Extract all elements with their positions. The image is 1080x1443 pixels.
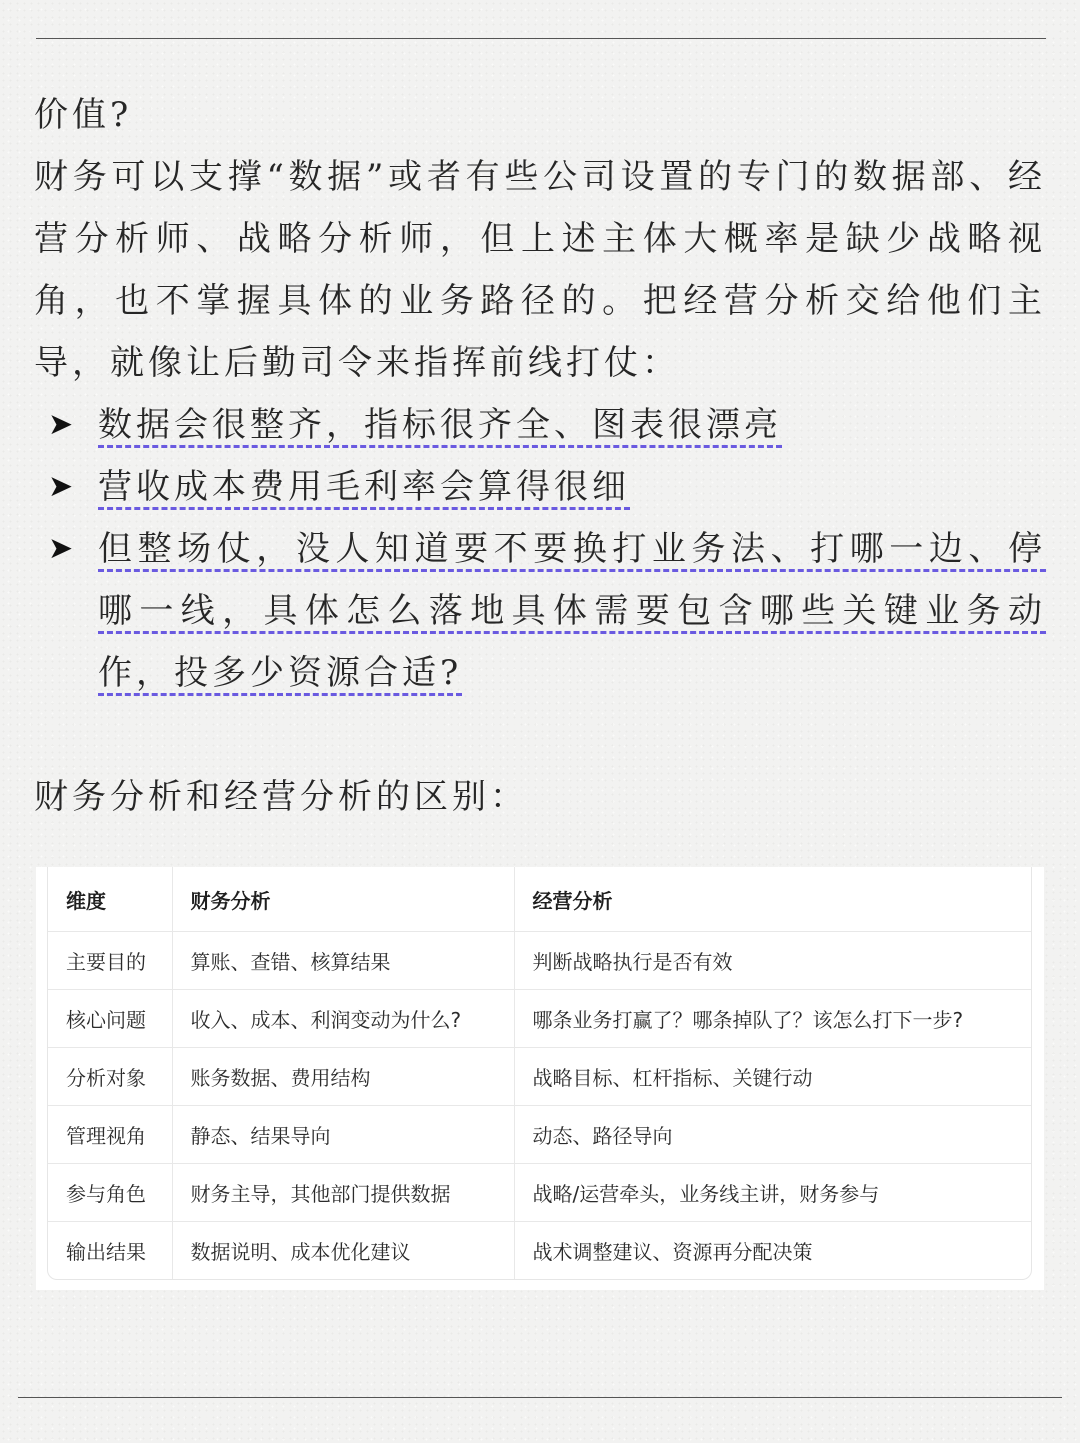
bullet-item	[34, 456, 1046, 518]
header-financial-analysis: 财务分析	[172, 867, 514, 932]
table-cell-financial: 数据说明、成本优化建议	[172, 1222, 514, 1280]
table-row	[48, 1222, 1031, 1280]
table-cell-financial: 收入、成本、利润变动为什么?	[172, 990, 514, 1048]
bullet-list	[34, 394, 1046, 704]
table-cell-financial: 账务数据、费用结构	[172, 1048, 514, 1106]
table-cell-business: 战略/运营牵头，业务线主讲，财务参与	[514, 1164, 1031, 1222]
intro-line-value: 价值?	[34, 95, 133, 135]
table-cell-business: 判断战略执行是否有效	[514, 932, 1031, 990]
table-cell-financial: 算账、查错、核算结果	[172, 932, 514, 990]
table-cell-dimension: 输出结果	[48, 1222, 172, 1280]
table-row	[48, 1106, 1031, 1164]
comparison-table-card	[36, 867, 1044, 1290]
table-row	[48, 932, 1031, 990]
bullet-text: 营收成本费用毛利率会算得很细	[98, 467, 630, 507]
table-cell-business: 战术调整建议、资源再分配决策	[532, 1240, 813, 1264]
intro-paragraph: 财务可以支撑“数据”或者有些公司设置的专门的数据部、经营分析师、战略分析师，但上述主体大概率是缺少战略视角，也不掌握具体的业务路径的。把经营分析交给他们主导，就像让后勤司令来指挥前线打仗：	[34, 157, 1046, 383]
table-cell-dimension: 分析对象	[48, 1048, 172, 1106]
comparison-table	[48, 867, 1031, 1279]
comparison-table-frame	[47, 867, 1032, 1280]
bullet-item	[34, 394, 1046, 456]
table-cell-business: 哪条业务打赢了？哪条掉队了？该怎么打下一步?	[514, 990, 1031, 1048]
article-body	[34, 84, 1046, 704]
bullet-item	[34, 518, 1046, 704]
top-divider	[36, 38, 1046, 39]
table-cell-financial: 静态、结果导向	[172, 1106, 514, 1164]
table-cell-dimension: 管理视角	[48, 1106, 172, 1164]
table-cell-financial: 财务主导，其他部门提供数据	[172, 1164, 514, 1222]
header-business-analysis: 经营分析	[514, 867, 1031, 932]
bottom-divider	[18, 1397, 1062, 1398]
table-cell-dimension: 参与角色	[48, 1164, 172, 1222]
arrow-right-icon: ➤	[48, 469, 74, 504]
arrow-right-icon: ➤	[48, 407, 74, 442]
table-header-row	[48, 867, 1031, 932]
bullet-text: 数据会很整齐，指标很齐全、图表很漂亮	[98, 405, 782, 445]
table-cell-dimension: 核心问题	[48, 990, 172, 1048]
table-row	[48, 990, 1031, 1048]
table-cell-business: 战略目标、杠杆指标、关键行动	[514, 1048, 1031, 1106]
bullet-text: 但整场仗，没人知道要不要换打业务法、打哪一边、停哪一线，具体怎么落地具体需要包含哪些关键业务动作，投多少资源合适?	[98, 529, 1046, 693]
table-row	[48, 1048, 1031, 1106]
table-row	[48, 1164, 1031, 1222]
table-cell-business: 动态、路径导向	[514, 1106, 1031, 1164]
arrow-right-icon: ➤	[48, 531, 74, 566]
header-dimension: 维度	[48, 867, 172, 932]
section-heading: 财务分析和经营分析的区别：	[34, 777, 528, 817]
table-cell-dimension: 主要目的	[48, 932, 172, 990]
